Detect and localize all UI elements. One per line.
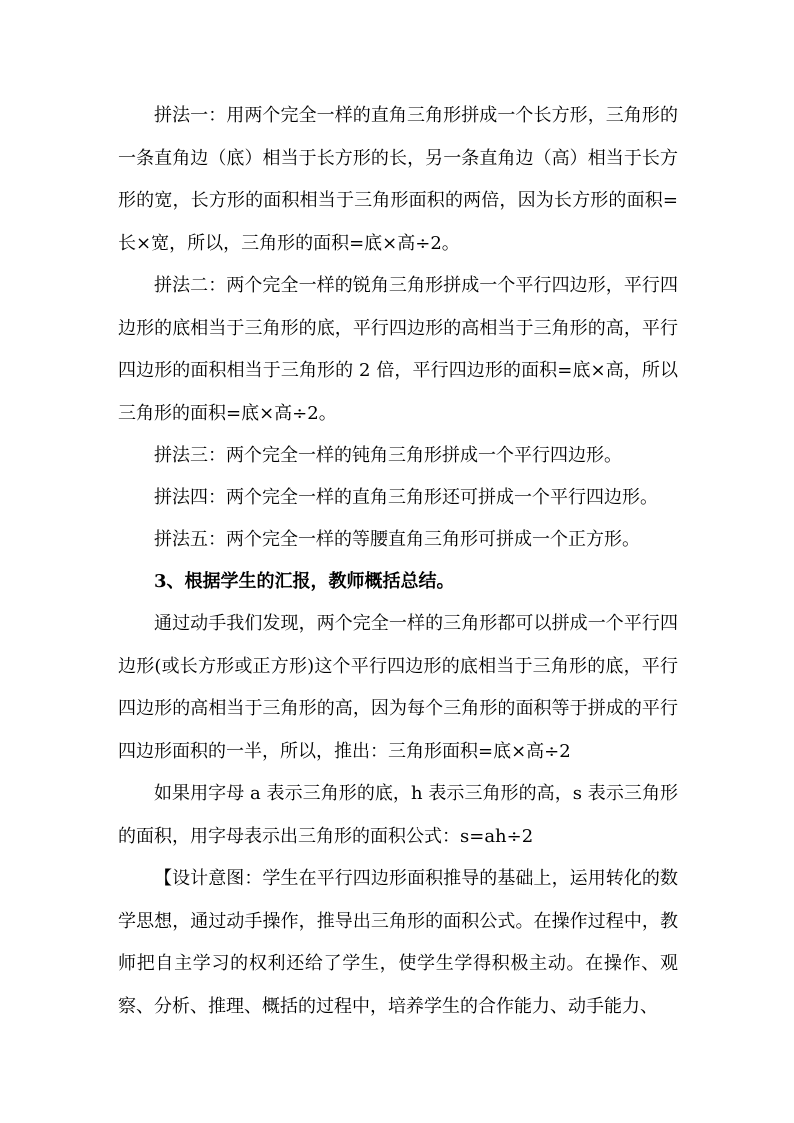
paragraph-method-three: 拼法三：两个完全一样的钝角三角形拼成一个平行四边形。	[154, 445, 622, 466]
paragraph-method-four: 拼法四：两个完全一样的直角三角形还可拼成一个平行四边形。	[154, 487, 658, 508]
paragraph-method-two: 拼法二：两个完全一样的锐角三角形拼成一个平行四边形，平行四边形的底相当于三角形的底，平行四边形的高相当于三角形的高，平行四边形的面积相当于三角形的 2 倍，平行四边形的面积=底×高，所以三角形的面积=底×高÷2。	[118, 275, 678, 424]
paragraph-formula: 如果用字母 a 表示三角形的底，h 表示三角形的高，s 表示三角形的面积，用字母表示出三角形的面积公式：s=ah÷2	[118, 783, 678, 847]
paragraph-design-intent: 【设计意图：学生在平行四边形面积推导的基础上，运用转化的数学思想，通过动手操作，推导出三角形的面积公式。在操作过程中，教师把自主学习的权利还给了学生，使学生学得积极主动。在操作、观察、分析、推理、概括的过程中，培养学生的合作能力、动手能力、	[118, 868, 678, 1017]
paragraph-summary-heading: 3、根据学生的汇报，教师概括总结。	[154, 571, 455, 592]
paragraph-method-one: 拼法一：用两个完全一样的直角三角形拼成一个长方形，三角形的一条直角边（底）相当于长方形的长，另一条直角边（高）相当于长方形的宽，长方形的面积相当于三角形面积的两倍，因为长方形的面积=长×宽，所以，三角形的面积=底×高÷2。	[118, 105, 678, 254]
paragraph-conclusion: 通过动手我们发现，两个完全一样的三角形都可以拼成一个平行四边形(或长方形或正方形)这个平行四边形的底相当于三角形的底，平行四边形的高相当于三角形的高，因为每个三角形的面积等于拼成的平行四边形面积的一半，所以，推出：三角形面积=底×高÷2	[118, 613, 678, 762]
paragraph-method-five: 拼法五：两个完全一样的等腰直角三角形可拼成一个正方形。	[154, 529, 640, 550]
